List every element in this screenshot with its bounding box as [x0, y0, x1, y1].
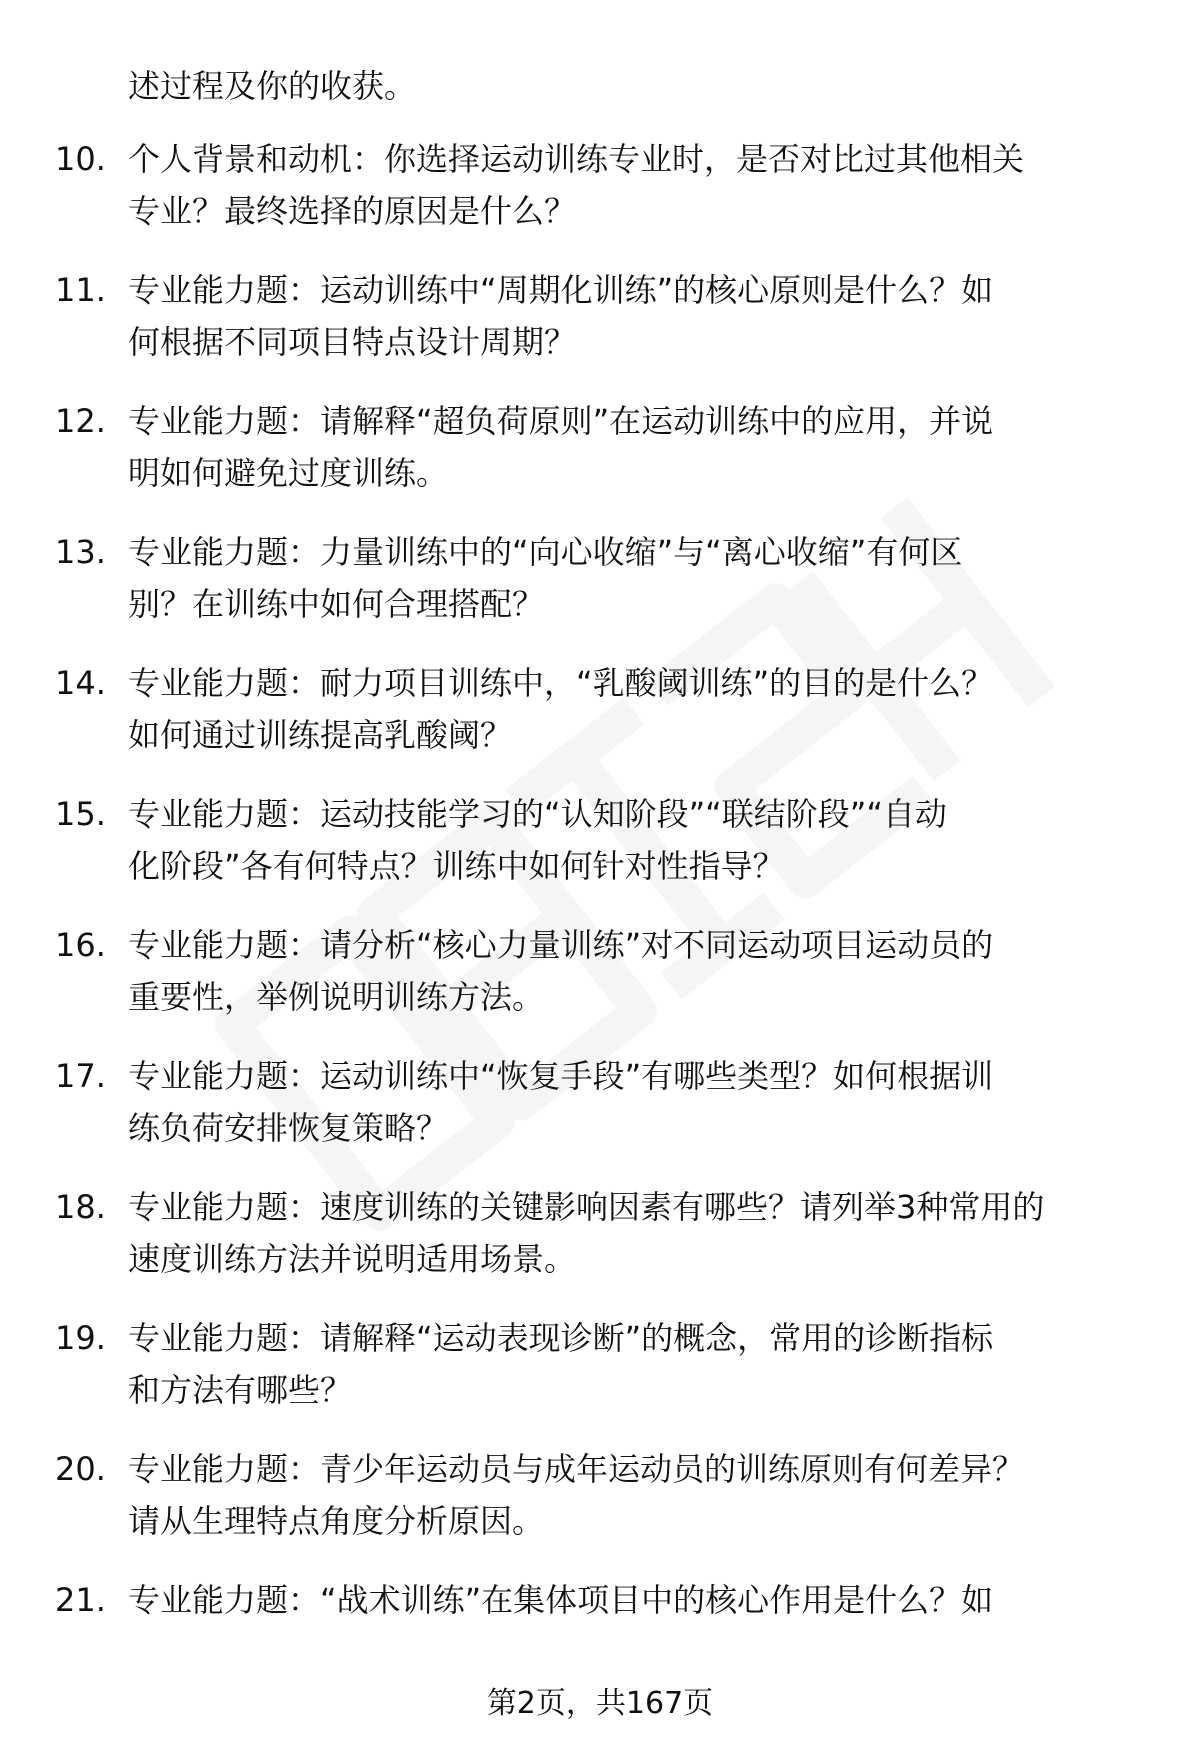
question-text-line: 练负荷安排恢复策略？	[128, 1109, 449, 1147]
question-text	[128, 919, 1168, 1023]
question-number: 17.	[55, 1057, 106, 1095]
question-text-line: 速度训练方法并说明适用场景。	[128, 1240, 577, 1278]
question-text-line: 别？在训练中如何合理搭配？	[128, 585, 545, 623]
question-text	[128, 1312, 1168, 1416]
question-item	[0, 526, 1200, 657]
question-text	[128, 526, 1168, 630]
question-text-line: 如何通过训练提高乳酸阈？	[128, 716, 513, 754]
question-item	[0, 788, 1200, 919]
question-text-line: 专业能力题：运动技能学习的“认知阶段”“联结阶段”“自动	[128, 795, 947, 833]
question-text-line: 何根据不同项目特点设计周期？	[128, 323, 577, 361]
question-text-line: 个人背景和动机：你选择运动训练专业时，是否对比过其他相关	[128, 140, 1025, 178]
question-item	[0, 1181, 1200, 1312]
question-text	[128, 1181, 1168, 1285]
page-number: 第2页，共167页	[486, 1686, 714, 1721]
question-text-line: 专业能力题：“战术训练”在集体项目中的核心作用是什么？如	[128, 1581, 994, 1619]
question-item	[0, 1050, 1200, 1181]
question-text	[128, 788, 1168, 892]
question-text-line: 专业能力题：请解释“运动表现诊断”的概念，常用的诊断指标	[128, 1319, 994, 1357]
question-text-line: 专业能力题：请解释“超负荷原则”在运动训练中的应用，并说	[128, 402, 994, 440]
question-text-line: 重要性，举例说明训练方法。	[128, 978, 545, 1016]
question-number: 13.	[55, 533, 106, 571]
question-text	[128, 1443, 1168, 1547]
question-item	[0, 657, 1200, 788]
question-text	[128, 657, 1168, 761]
question-number: 20.	[55, 1450, 106, 1488]
question-text	[128, 264, 1168, 368]
question-item	[0, 264, 1200, 395]
question-number: 12.	[55, 402, 106, 440]
question-text-line: 专业能力题：运动训练中“周期化训练”的核心原则是什么？如	[128, 271, 994, 309]
question-number: 15.	[55, 795, 106, 833]
question-text-line: 化阶段”各有何特点？训练中如何针对性指导？	[128, 847, 785, 885]
question-text	[128, 395, 1168, 499]
question-number: 18.	[55, 1188, 106, 1226]
question-text	[128, 133, 1168, 237]
question-number: 19.	[55, 1319, 106, 1357]
question-item	[0, 1443, 1200, 1574]
question-text-line: 专业能力题：耐力项目训练中，“乳酸阈训练”的目的是什么？	[128, 664, 994, 702]
question-number: 21.	[55, 1581, 106, 1619]
question-number: 14.	[55, 664, 106, 702]
question-text-line: 专业能力题：速度训练的关键影响因素有哪些？请列举3种常用的	[128, 1188, 1045, 1226]
question-number: 16.	[55, 926, 106, 964]
question-text	[128, 1050, 1168, 1154]
continuation-text: 述过程及你的收获。	[128, 67, 417, 105]
question-text-line: 专业？最终选择的原因是什么？	[128, 192, 577, 230]
question-number: 10.	[55, 140, 106, 178]
question-list	[0, 133, 1200, 1705]
question-text-line: 请从生理特点角度分析原因。	[128, 1502, 545, 1540]
question-text-line: 专业能力题：力量训练中的“向心收缩”与“离心收缩”有何区	[128, 533, 963, 571]
question-item	[0, 395, 1200, 526]
question-text-line: 和方法有哪些？	[128, 1371, 353, 1409]
question-text-line: 专业能力题：请分析“核心力量训练”对不同运动项目运动员的	[128, 926, 994, 964]
question-text-line: 专业能力题：青少年运动员与成年运动员的训练原则有何差异？	[128, 1450, 1025, 1488]
question-text	[128, 1574, 1168, 1626]
question-number: 11.	[55, 271, 106, 309]
question-item	[0, 919, 1200, 1050]
question-item	[0, 133, 1200, 264]
question-text-line: 专业能力题：运动训练中“恢复手段”有哪些类型？如何根据训	[128, 1057, 994, 1095]
question-item	[0, 1312, 1200, 1443]
question-text-line: 明如何避免过度训练。	[128, 454, 449, 492]
